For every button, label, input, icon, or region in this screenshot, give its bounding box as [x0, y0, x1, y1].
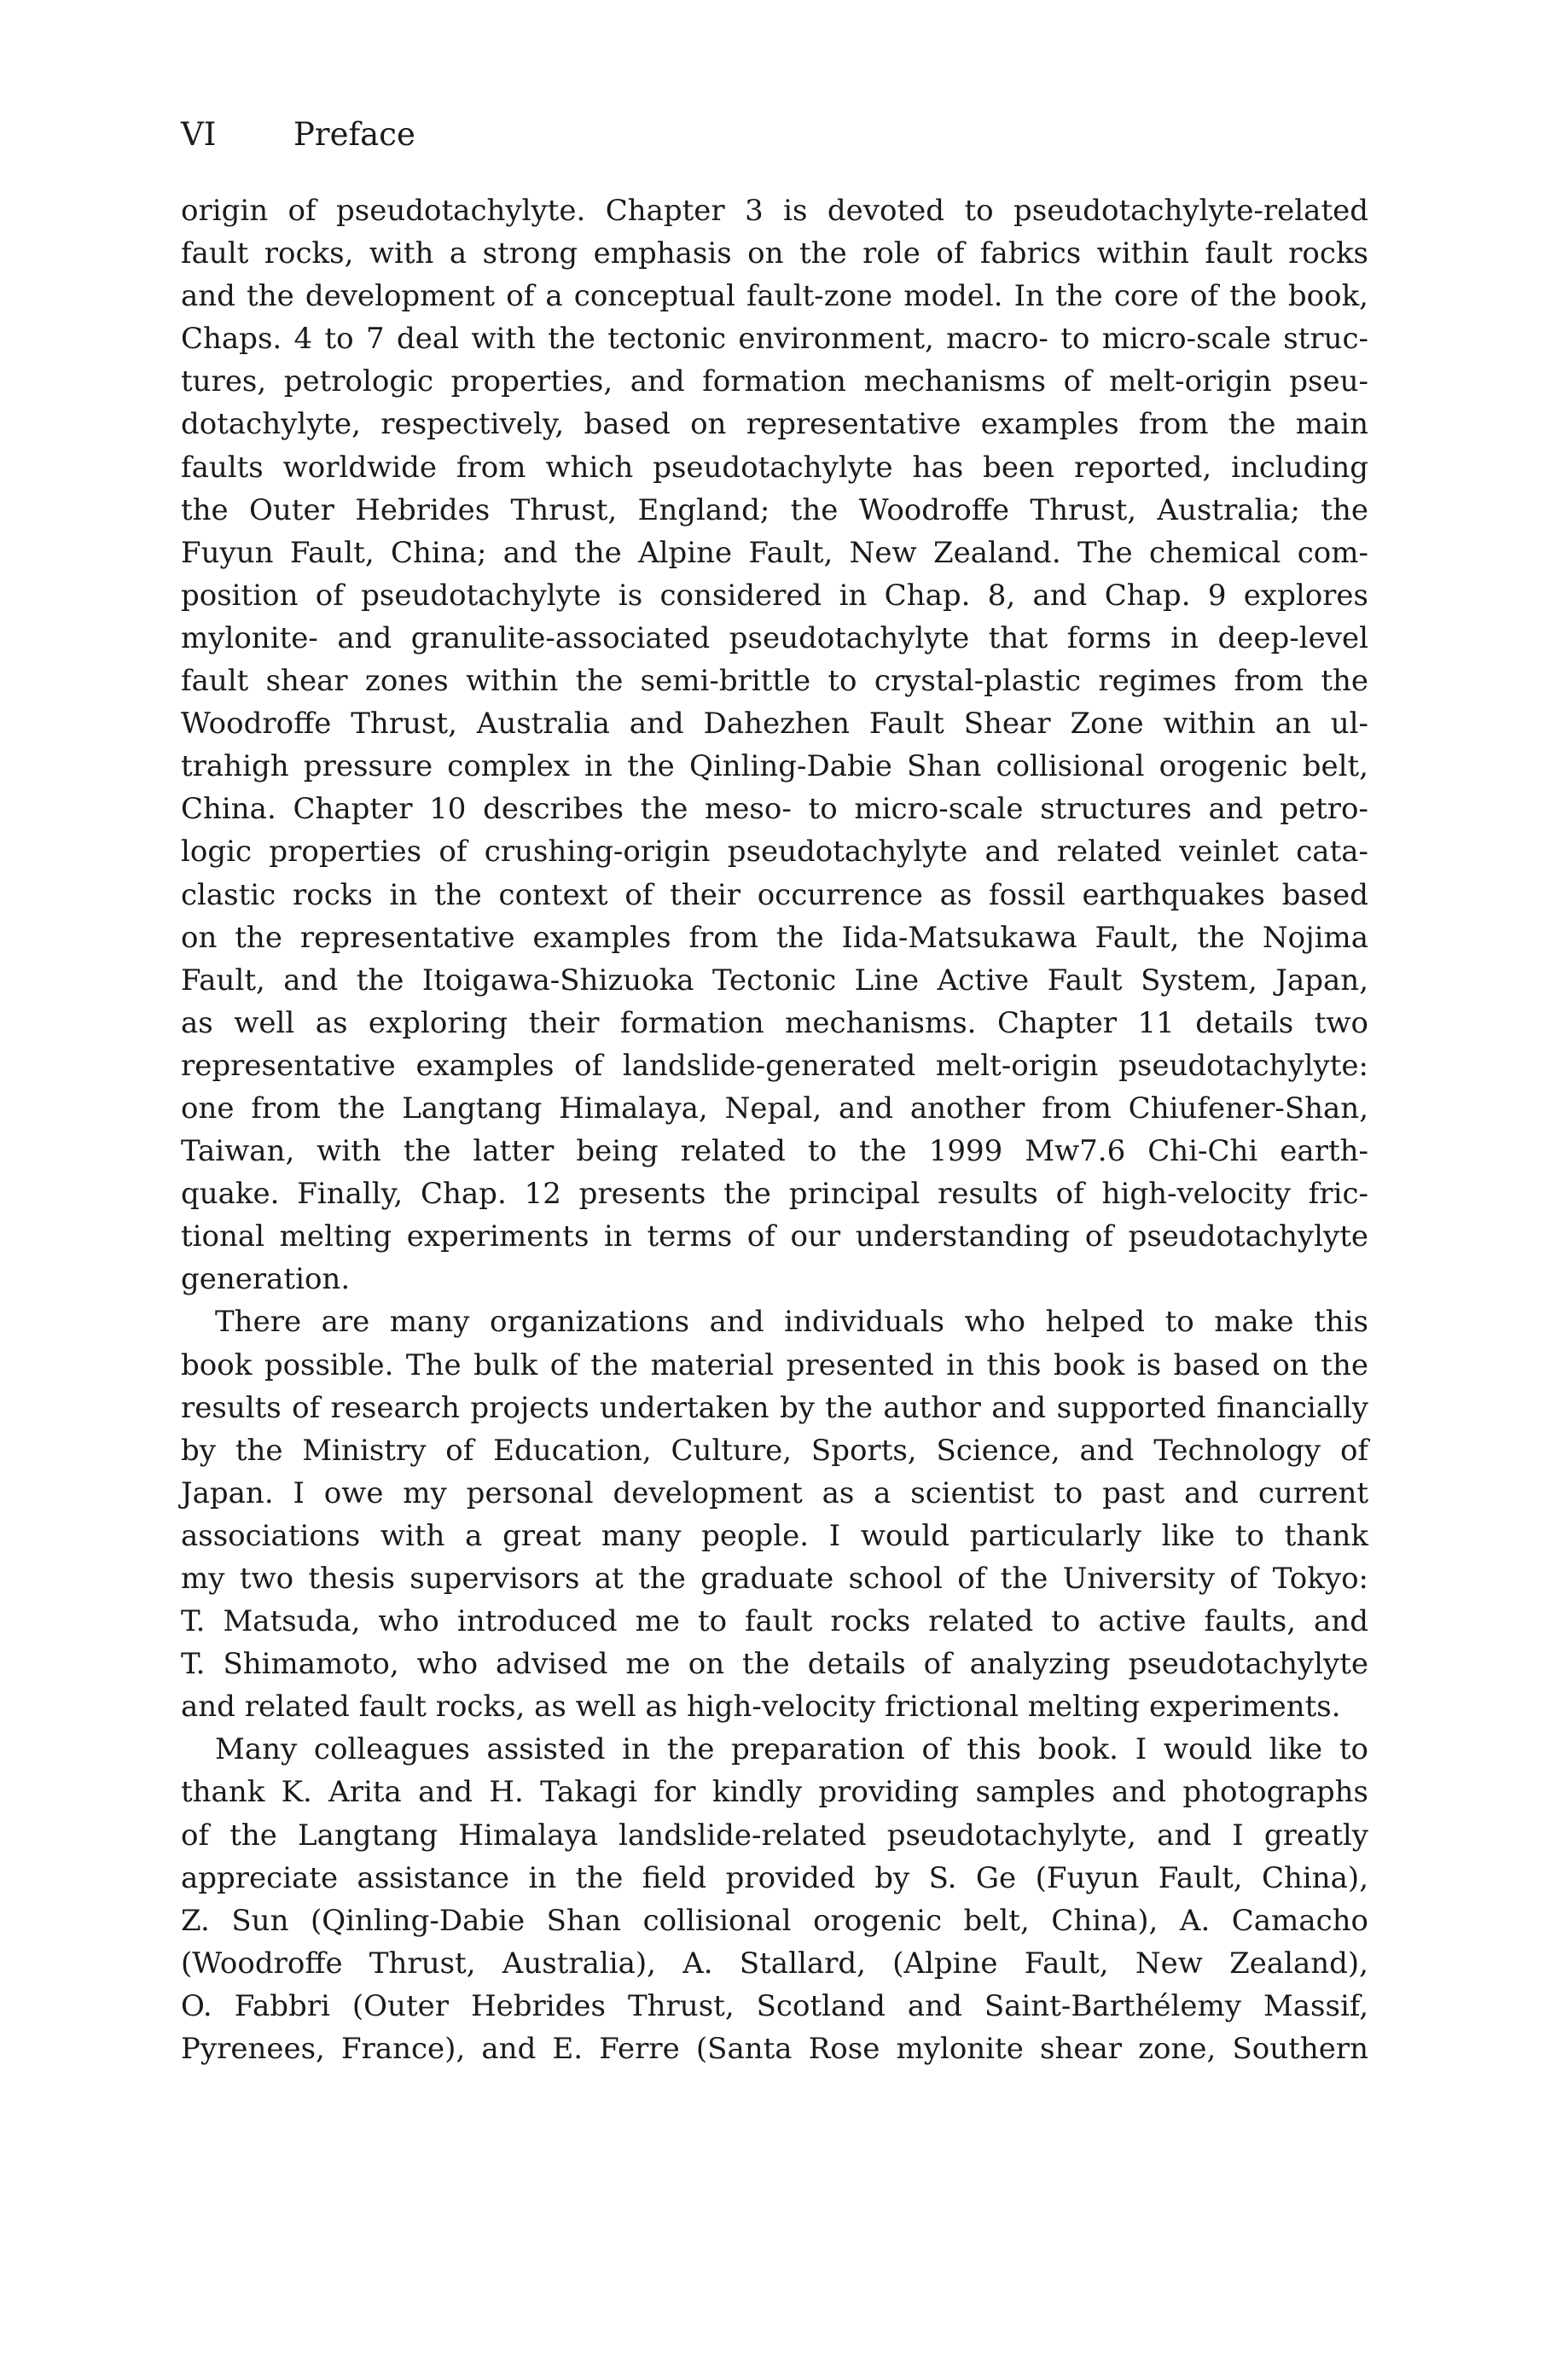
text-line: faults worldwide from which pseudotachylyte has been reported, including: [181, 450, 1368, 485]
text-line: O. Fabbri (Outer Hebrides Thrust, Scotland and Saint-Barthélemy Massif,: [181, 1988, 1368, 2023]
text-line: and related fault rocks, as well as high-velocity frictional melting experiments.: [181, 1690, 1341, 1725]
text-line: Pyrenees, France), and E. Ferre (Santa Rose mylonite shear zone, Southern: [181, 2032, 1368, 2067]
text-line: generation.: [181, 1262, 351, 1297]
text-line: T. Matsuda, who introduced me to fault rocks related to active faults, and: [181, 1604, 1368, 1639]
text-line: and the development of a conceptual fault-zone model. In the core of the book,: [181, 279, 1368, 314]
text-line: quake. Finally, Chap. 12 presents the principal results of high-velocity fric-: [181, 1177, 1368, 1212]
text-line: on the representative examples from the Iida-Matsukawa Fault, the Nojima: [181, 920, 1368, 955]
text-line: (Woodroffe Thrust, Australia), A. Stallard, (Alpine Fault, New Zealand),: [181, 1946, 1368, 1981]
running-title: Preface: [293, 116, 415, 153]
text-line: fault shear zones within the semi-brittle to crystal-plastic regimes from the: [181, 664, 1368, 699]
text-line: clastic rocks in the context of their occurrence as fossil earthquakes based: [181, 877, 1368, 912]
running-head: [181, 116, 415, 154]
text-line: thank K. Arita and H. Takagi for kindly providing samples and photographs: [181, 1775, 1368, 1810]
text-line: Fault, and the Itoigawa-Shizuoka Tectonic Line Active Fault System, Japan,: [181, 963, 1368, 998]
text-line: my two thesis supervisors at the graduate school of the University of Tokyo:: [181, 1562, 1368, 1596]
text-line: Taiwan, with the latter being related to the 1999 Mw7.6 Chi-Chi earth-: [181, 1134, 1368, 1169]
text-line: book possible. The bulk of the material presented in this book is based on the: [181, 1347, 1368, 1382]
text-line: the Outer Hebrides Thrust, England; the Woodroffe Thrust, Australia; the: [181, 492, 1368, 527]
text-line: position of pseudotachylyte is considered in Chap. 8, and Chap. 9 explores: [181, 578, 1368, 613]
text-line: trahigh pressure complex in the Qinling-Dabie Shan collisional orogenic belt,: [181, 749, 1368, 784]
text-line: origin of pseudotachylyte. Chapter 3 is devoted to pseudotachylyte-related: [181, 194, 1368, 228]
text-line: appreciate assistance in the field provided by S. Ge (Fuyun Fault, China),: [181, 1860, 1368, 1895]
text-line: Z. Sun (Qinling-Dabie Shan collisional orogenic belt, China), A. Camacho: [181, 1903, 1368, 1938]
text-line: representative examples of landslide-generated melt-origin pseudotachylyte:: [181, 1048, 1368, 1083]
text-line: Japan. I owe my personal development as a scientist to past and current: [181, 1475, 1368, 1510]
text-line: dotachylyte, respectively, based on representative examples from the main: [181, 407, 1368, 442]
text-line: Many colleagues assisted in the preparation of this book. I would like to: [215, 1732, 1368, 1767]
text-line: of the Langtang Himalaya landslide-related pseudotachylyte, and I greatly: [181, 1818, 1368, 1853]
text-line: Woodroffe Thrust, Australia and Dahezhen Fault Shear Zone within an ul-: [181, 707, 1368, 742]
body-text: [181, 189, 1368, 2070]
text-line: tional melting experiments in terms of our understanding of pseudotachylyte: [181, 1219, 1368, 1254]
text-line: one from the Langtang Himalaya, Nepal, and another from Chiufener-Shan,: [181, 1091, 1368, 1126]
text-line: tures, petrologic properties, and formation mechanisms of melt-origin pseu-: [181, 364, 1368, 399]
text-line: fault rocks, with a strong emphasis on the role of fabrics within fault rocks: [181, 236, 1368, 271]
text-line: Chaps. 4 to 7 deal with the tectonic environment, macro- to micro-scale struc-: [181, 322, 1368, 357]
text-line: associations with a great many people. I would particularly like to thank: [181, 1518, 1368, 1553]
text-line: logic properties of crushing-origin pseudotachylyte and related veinlet cata-: [181, 835, 1368, 870]
text-line: results of research projects undertaken by the author and supported financially: [181, 1390, 1368, 1425]
text-line: Fuyun Fault, China; and the Alpine Fault, New Zealand. The chemical com-: [181, 535, 1368, 570]
text-line: China. Chapter 10 describes the meso- to micro-scale structures and petro-: [181, 792, 1368, 827]
text-line: as well as exploring their formation mechanisms. Chapter 11 details two: [181, 1005, 1368, 1040]
text-line: T. Shimamoto, who advised me on the details of analyzing pseudotachylyte: [181, 1647, 1368, 1682]
page-number: VI: [181, 116, 217, 153]
text-line: There are many organizations and individuals who helped to make this: [215, 1305, 1368, 1340]
text-line: by the Ministry of Education, Culture, Sports, Science, and Technology of: [181, 1433, 1368, 1468]
text-line: mylonite- and granulite-associated pseudotachylyte that forms in deep-level: [181, 620, 1368, 655]
